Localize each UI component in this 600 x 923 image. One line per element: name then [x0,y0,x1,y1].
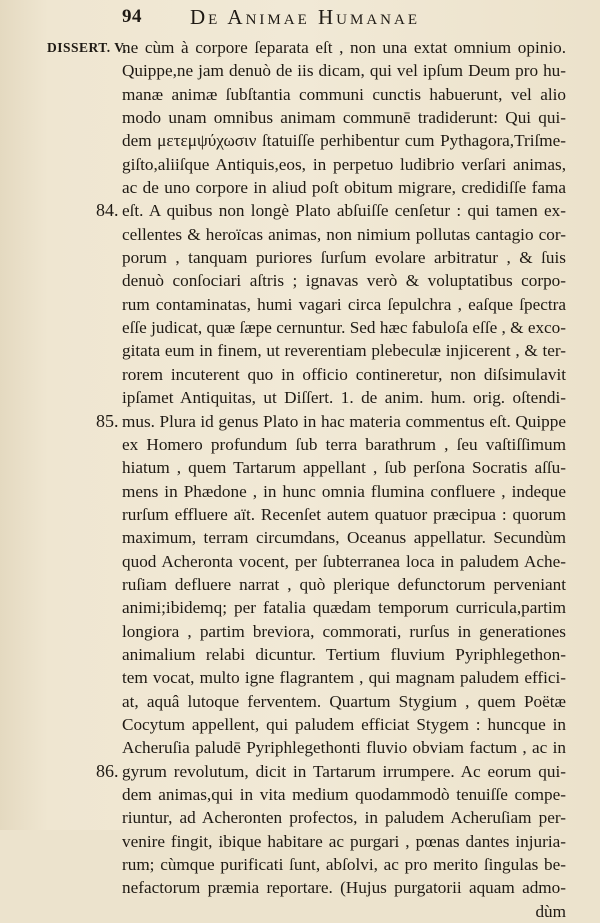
text-line: eſſe judicat, quæ ſæpe cernuntur. Sed hæc fabuloſa eſſe , & exco- [122,318,566,338]
text-line: rorem incuterent quo in officio contineretur, non diſsimulavit [122,364,566,384]
text-line: Acheruſia paludē Pyriphlegethonti fluvio obviam factum , ac in [122,738,566,758]
text-line: venire fingit, ibique habitare ac purgari , pœnas dantes injuria- [122,831,566,851]
text-line: hiatum , quem Tartarum appellant , ſub perſona Socratis aſſu- [122,458,566,478]
text-line: longiora , partim breviora, commorati, rurſus in generationes [122,621,566,641]
text-line: riuntur, ad Acheronten profectos, in paludem Acheruſiam per- [122,808,566,828]
margin-paragraph-number: 86. [96,760,119,781]
text-line: 85. mus. Plura id genus Plato in hac materia commentus eſt. Quippe [0,410,600,433]
page-number: 94 [122,6,142,27]
text-line: rurſum effluere aït. Recenſet autem quatuor præcipua : quorum [122,504,566,524]
text-line: ac de uno corpore in aliud poſt obitum migrare, credidiſſe fama [122,178,566,198]
text-line: tem vocat, multo igne flagrantem , qui magnam paludem effici- [122,668,566,688]
text-line: mens in Phædone , in hunc omnia flumina confluere , indeque [122,481,566,501]
margin-paragraph-number: 84. [96,200,119,221]
text-line: nefactorum præmia reportare. (Hujus purgatorii aquam admo- [122,878,566,898]
text-line: denuò conſociari aſtris ; ignavas verò & voluptatibus corpo- [122,271,566,291]
text-line: DISSERT. V. ne cùm à corpore ſeparata eſt , non una extat omnium opinio. [0,36,600,59]
text-line: ipſamet Antiquitas, ut Diſſert. 1. de anim. hum. orig. oſtendi- [122,388,566,408]
text-line: rum contaminatas, humi vagari circa ſepulchra , eaſque ſpectra [122,294,566,314]
text-line: gitata eum in finem, ut reverentiam plebeculæ injicerent , & ter- [122,341,566,361]
text-line: giſto,aliiſque Antiquis,eos, in perpetuo ludibrio verſari animas, [122,154,566,174]
text-line: at, aquâ lutoque ferventem. Quartum Stygium , quem Poëtæ [122,691,566,711]
text-line: cellentes & heroïcas animas, non nimium pollutas cantagio cor- [122,224,566,244]
text-line: ex Homero profundum ſub terra barathrum , ſeu vaſtiſſimum [122,434,566,454]
text-line: modo unam omnibus animam communē tradiderunt: Qui qui- [122,108,566,128]
margin-paragraph-number: 85. [96,410,119,431]
text-line: Cocytum appellent, qui paludem efficiat Stygem : huncque in [122,714,566,734]
text-line: dem μετεμψύχωσιν ſtatuiſſe perhibentur cum Pythagora,Triſme- [122,131,566,151]
text-line: dem animas,qui in vita medium quodammodò tenuiſſe compe- [122,785,566,804]
text-line: 84. eſt. A quibus non longè Plato abſuiſſe cenſetur : qui tamen ex- [0,199,600,222]
text-line: porum , tanquam puriores ſurſum evolare arbitratur , & ſuis [122,248,566,268]
text-line: maximum, terram circumdans, Oceanus appellatur. Secundùm [122,528,566,548]
catchword-line [0,900,600,923]
text-line: manæ animæ ſubſtantia communi cunctis habuerunt, vel alio [122,84,566,104]
text-line: 86. gyrum revolutum, dicit in Tartarum irrumpere. Ac eorum qui- [0,760,600,783]
text-line: animi;ibidemq; per fatalia quædam temporum curricula,partim [122,598,566,618]
running-title: De Animae Humanae [190,5,420,29]
text-line: ruſiam defluere narrat , quò plerique defunctorum perveniant [122,574,566,594]
margin-section-label: DISSERT. V. [47,40,127,55]
catchword: dùm [535,901,566,921]
page-header [0,4,600,34]
text-line: Quippe,ne jam denuò de iis dicam, qui vel ipſum Deum pro hu- [122,61,566,81]
body-text [0,36,600,923]
text-line: animalium relabi dicuntur. Tertium fluvium Pyriphlegethon- [122,644,566,664]
text-line: rum; cùmque purificati ſunt, abſolvi, ac pro merito ſingulas be- [122,855,566,875]
text-line: quod Acheronta vocent, per ſubterranea loca in paludem Ache- [122,551,566,571]
